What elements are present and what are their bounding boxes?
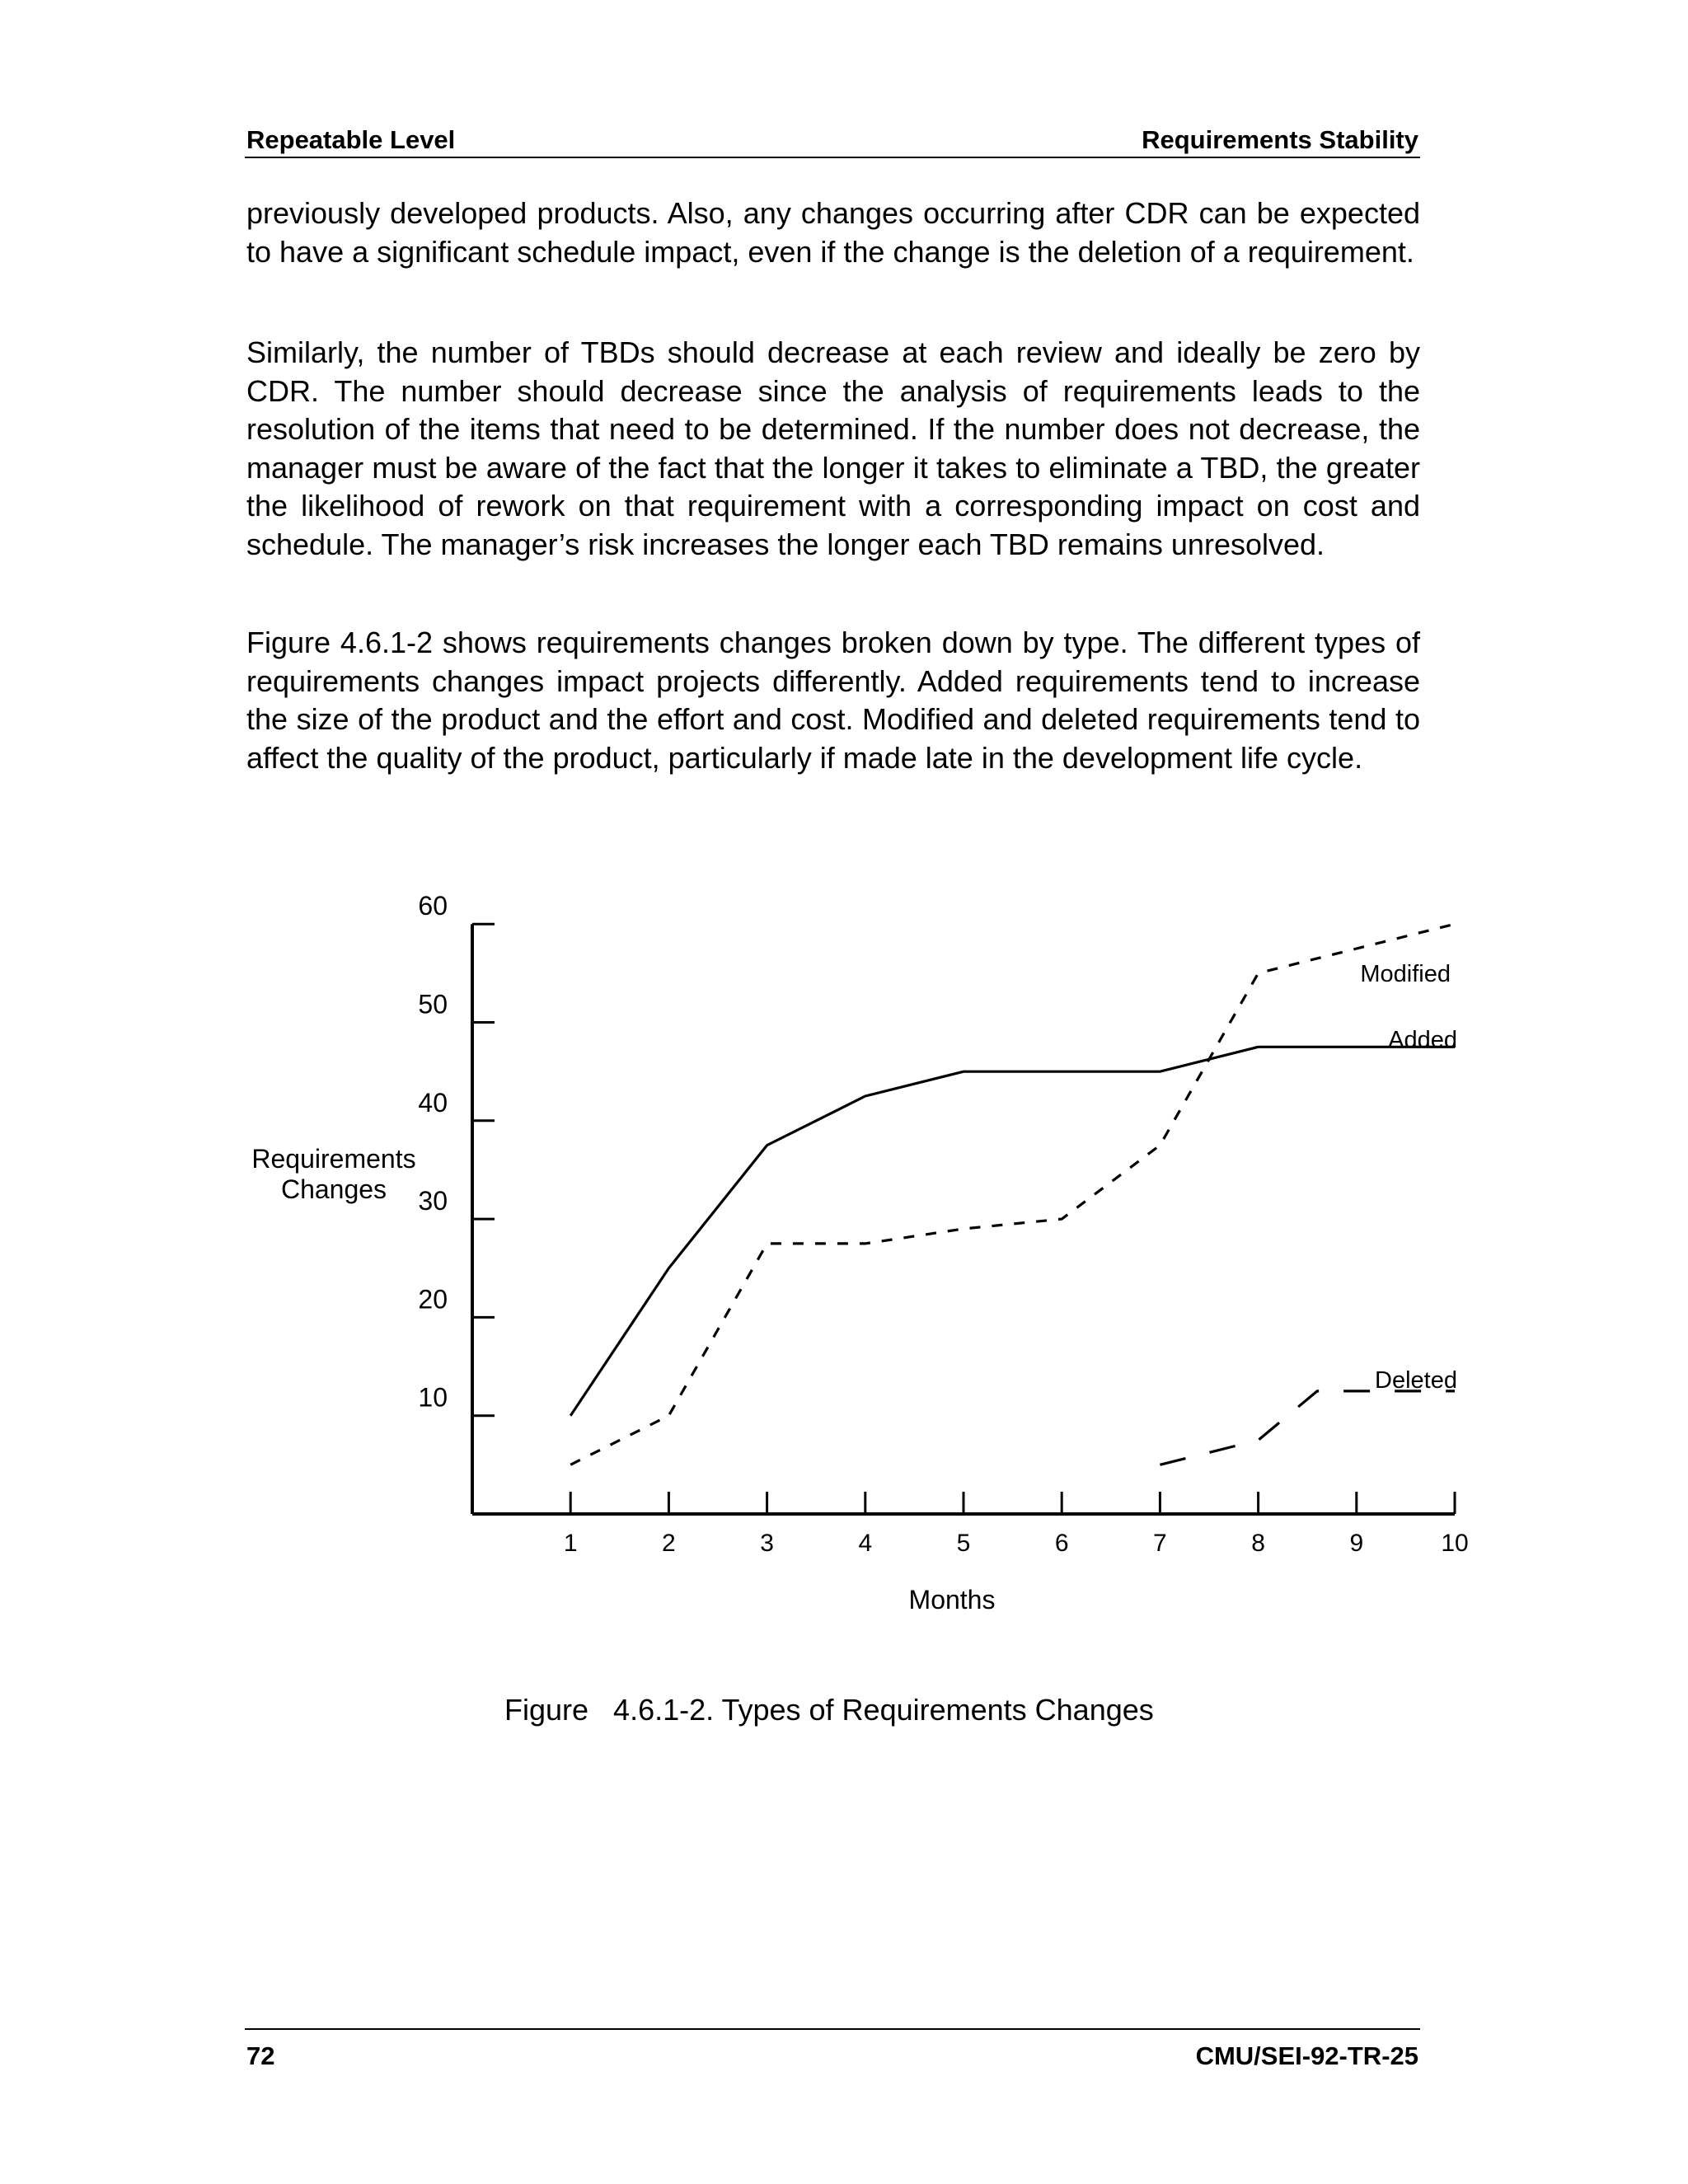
x-tick-label: 1 xyxy=(563,1530,578,1557)
y-tick-label: 10 xyxy=(418,1382,448,1413)
series-line-modified xyxy=(570,924,1455,1465)
y-tick-label: 50 xyxy=(418,989,448,1019)
y-tick-label: 20 xyxy=(418,1284,448,1315)
x-tick-label: 8 xyxy=(1251,1530,1265,1557)
report-number: CMU/SEI-92-TR-25 xyxy=(1195,2041,1418,2070)
x-tick-label: 6 xyxy=(1054,1530,1069,1557)
chart-labels xyxy=(251,891,1468,1615)
series-label-modified: Modified xyxy=(1360,961,1451,987)
x-tick-label: 2 xyxy=(662,1530,676,1557)
header-section-name: Repeatable Level xyxy=(246,125,456,154)
chart-axes xyxy=(472,924,1455,1514)
chart-series xyxy=(570,924,1455,1465)
y-axis-title-line: Requirements xyxy=(251,1144,416,1174)
header-topic-name: Requirements Stability xyxy=(1142,125,1418,154)
y-axis-title-line: Changes xyxy=(280,1174,387,1204)
x-tick-label: 9 xyxy=(1349,1530,1364,1557)
page-footer xyxy=(245,2028,1420,2079)
y-tick-label: 30 xyxy=(418,1186,448,1216)
x-tick-label: 7 xyxy=(1153,1530,1167,1557)
series-label-added: Added xyxy=(1388,1027,1457,1053)
paragraph-3: Figure 4.6.1-2 shows requirements changes broken down by type. The different types of requirements changes impact projects differently. Added requirements tend to increase the size of the product and the effort and cost. Modified and deleted requirements tend to affect the quality of the product, particularly if made late in the development life cycle. xyxy=(246,626,1420,775)
x-tick-label: 3 xyxy=(760,1530,774,1557)
series-label-deleted: Deleted xyxy=(1375,1367,1457,1394)
x-tick-label: 10 xyxy=(1441,1530,1469,1557)
x-tick-label: 4 xyxy=(858,1530,873,1557)
figure-caption: Figure 4.6.1-2. Types of Requirements Changes xyxy=(504,1693,1154,1727)
y-tick-label: 40 xyxy=(418,1087,448,1118)
series-line-deleted xyxy=(1160,1391,1455,1465)
x-axis-title: Months xyxy=(908,1585,996,1615)
series-line-added xyxy=(570,1047,1455,1415)
paragraph-1: previously developed products. Also, any changes occurring after CDR can be expected to have a significant schedule impact, even if the change is the deletion of a requirement. xyxy=(246,196,1420,269)
y-tick-label: 60 xyxy=(418,891,448,921)
x-tick-label: 5 xyxy=(956,1530,971,1557)
page-number: 72 xyxy=(246,2041,275,2070)
paragraph-2: Similarly, the number of TBDs should decrease at each review and ideally be zero by CDR. The number should decrease since the analysis of requirements leads to the resolution of the items that need to be determined. If the number does not decrease, the manager must be aware of the fact that the longer it takes to eliminate a TBD, the greater the likelihood of rework on that requirement with a corresponding impact on cost and schedule. The manager’s risk increases the longer each TBD remains unresolved. xyxy=(246,335,1420,561)
